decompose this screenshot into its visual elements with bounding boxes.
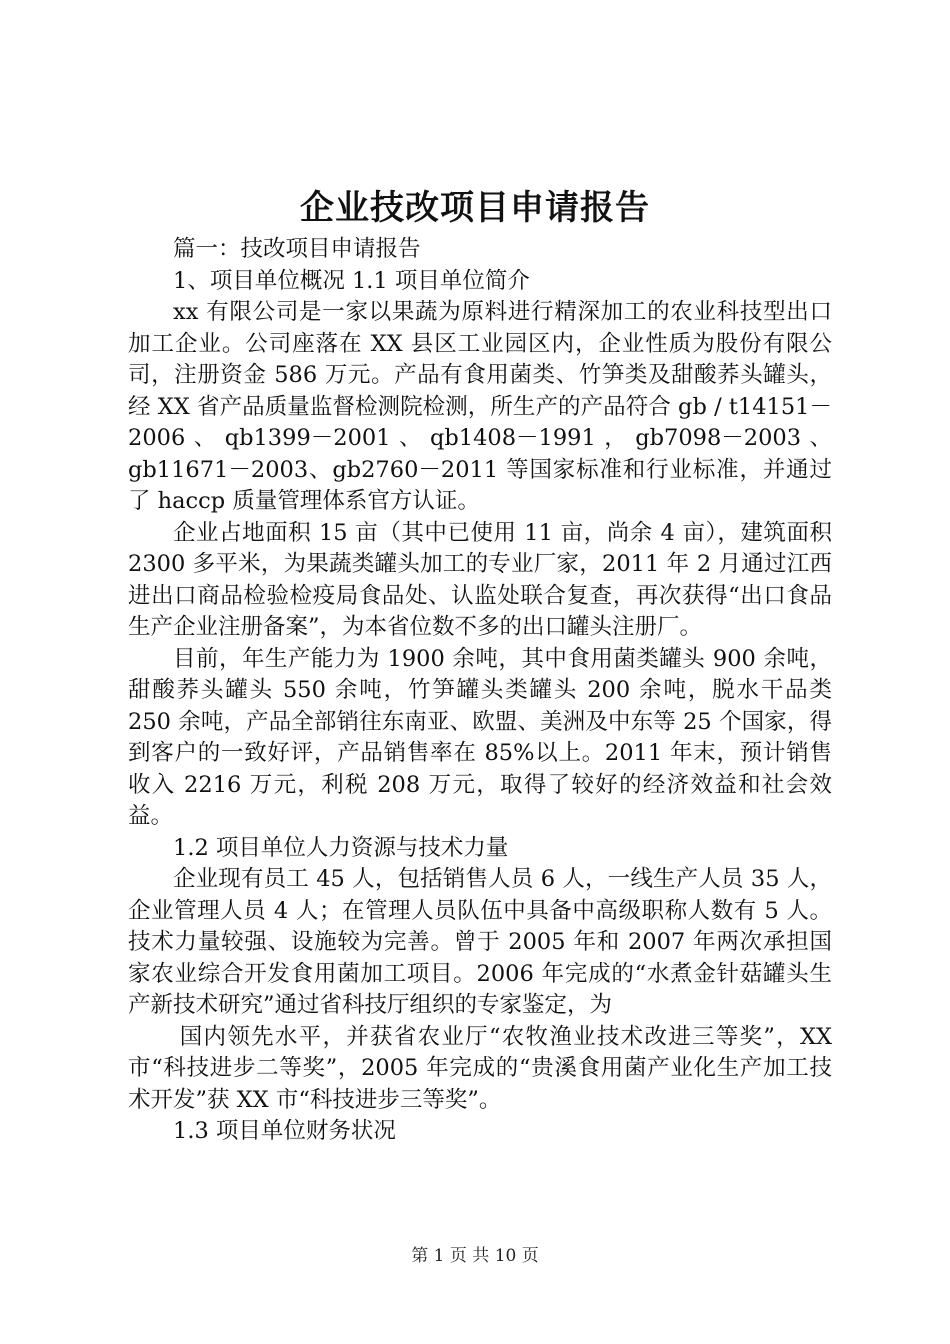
paragraph-awards: 国内领先水平，并获省农业厅“农牧渔业技术改进三等奖”，XX 市“科技进步二等奖”，2005 年完成的“贵溪食用菌产业化生产加工技术开发”获 XX 市“科技进步三等奖”。 <box>128 1023 832 1113</box>
document-body <box>128 234 832 1148</box>
paragraph-production-capacity: 目前，年生产能力为 1900 余吨，其中食用菌类罐头 900 余吨，甜酸荞头罐头 550 余吨，竹笋罐头类罐头 200 余吨，脱水干品类 250 余吨，产品全部销往东南亚、欧盟、美洲及中东等 25 个国家，得到客户的一致好评，产品销售率在 85%以上。2011 年末，预计销售收入 2216 万元，利税 208 万元，取得了较好的经济效益和社会效益。 <box>128 645 832 829</box>
section-heading: 篇一：技改项目申请报告 <box>173 236 421 262</box>
document-title: 企业技改项目申请报告 <box>300 188 650 228</box>
subsection-heading-finance: 1.3 项目单位财务状况 <box>173 1118 396 1144</box>
paragraph-land-area: 企业占地面积 15 亩（其中已使用 11 亩，尚余 4 亩），建筑面积 2300 多平米，为果蔬类罐头加工的专业厂家，2011 年 2 月通过江西进出口商品检验检疫局食品处、认监处联合复查，再次获得“出口食品生产企业注册备案”，为本省位数不多的出口罐头注册厂。 <box>128 519 832 640</box>
paragraph-staff: 企业现有员工 45 人，包括销售人员 6 人，一线生产人员 35 人，企业管理人员 4 人；在管理人员队伍中具备中高级职称人数有 5 人。技术力量较强、设施较为完善。曾于 2005 年和 2007 年两次承担国家农业综合开发食用菌加工项目。2006 年完成的“水煮金针菇罐头生产新技术研究”通过省科技厅组织的专家鉴定，为 <box>128 866 832 1018</box>
page-number-footer: 第 1 页 共 10 页 <box>411 1246 539 1266</box>
subsection-heading: 1、项目单位概况 1.1 项目单位简介 <box>173 267 530 294</box>
paragraph-company-intro: xx 有限公司是一家以果蔬为原料进行精深加工的农业科技型出口加工企业。公司座落在 XX 县区工业园区内，企业性质为股份有限公司，注册资金 586 万元。产品有食用菌类、竹笋类及甜酸荞头罐头，经 XX 省产品质量监督检测院检测，所生产的产品符合 gb / t14151－2006、qb1399－2001、qb1408－1991，gb7098－2003、gb11671－2003、gb2760－2011 等国家标准和行业标准，并通过了 haccp 质量管理体系官方认证。 <box>128 299 832 514</box>
subsection-heading-hr: 1.2 项目单位人力资源与技术力量 <box>173 834 509 861</box>
